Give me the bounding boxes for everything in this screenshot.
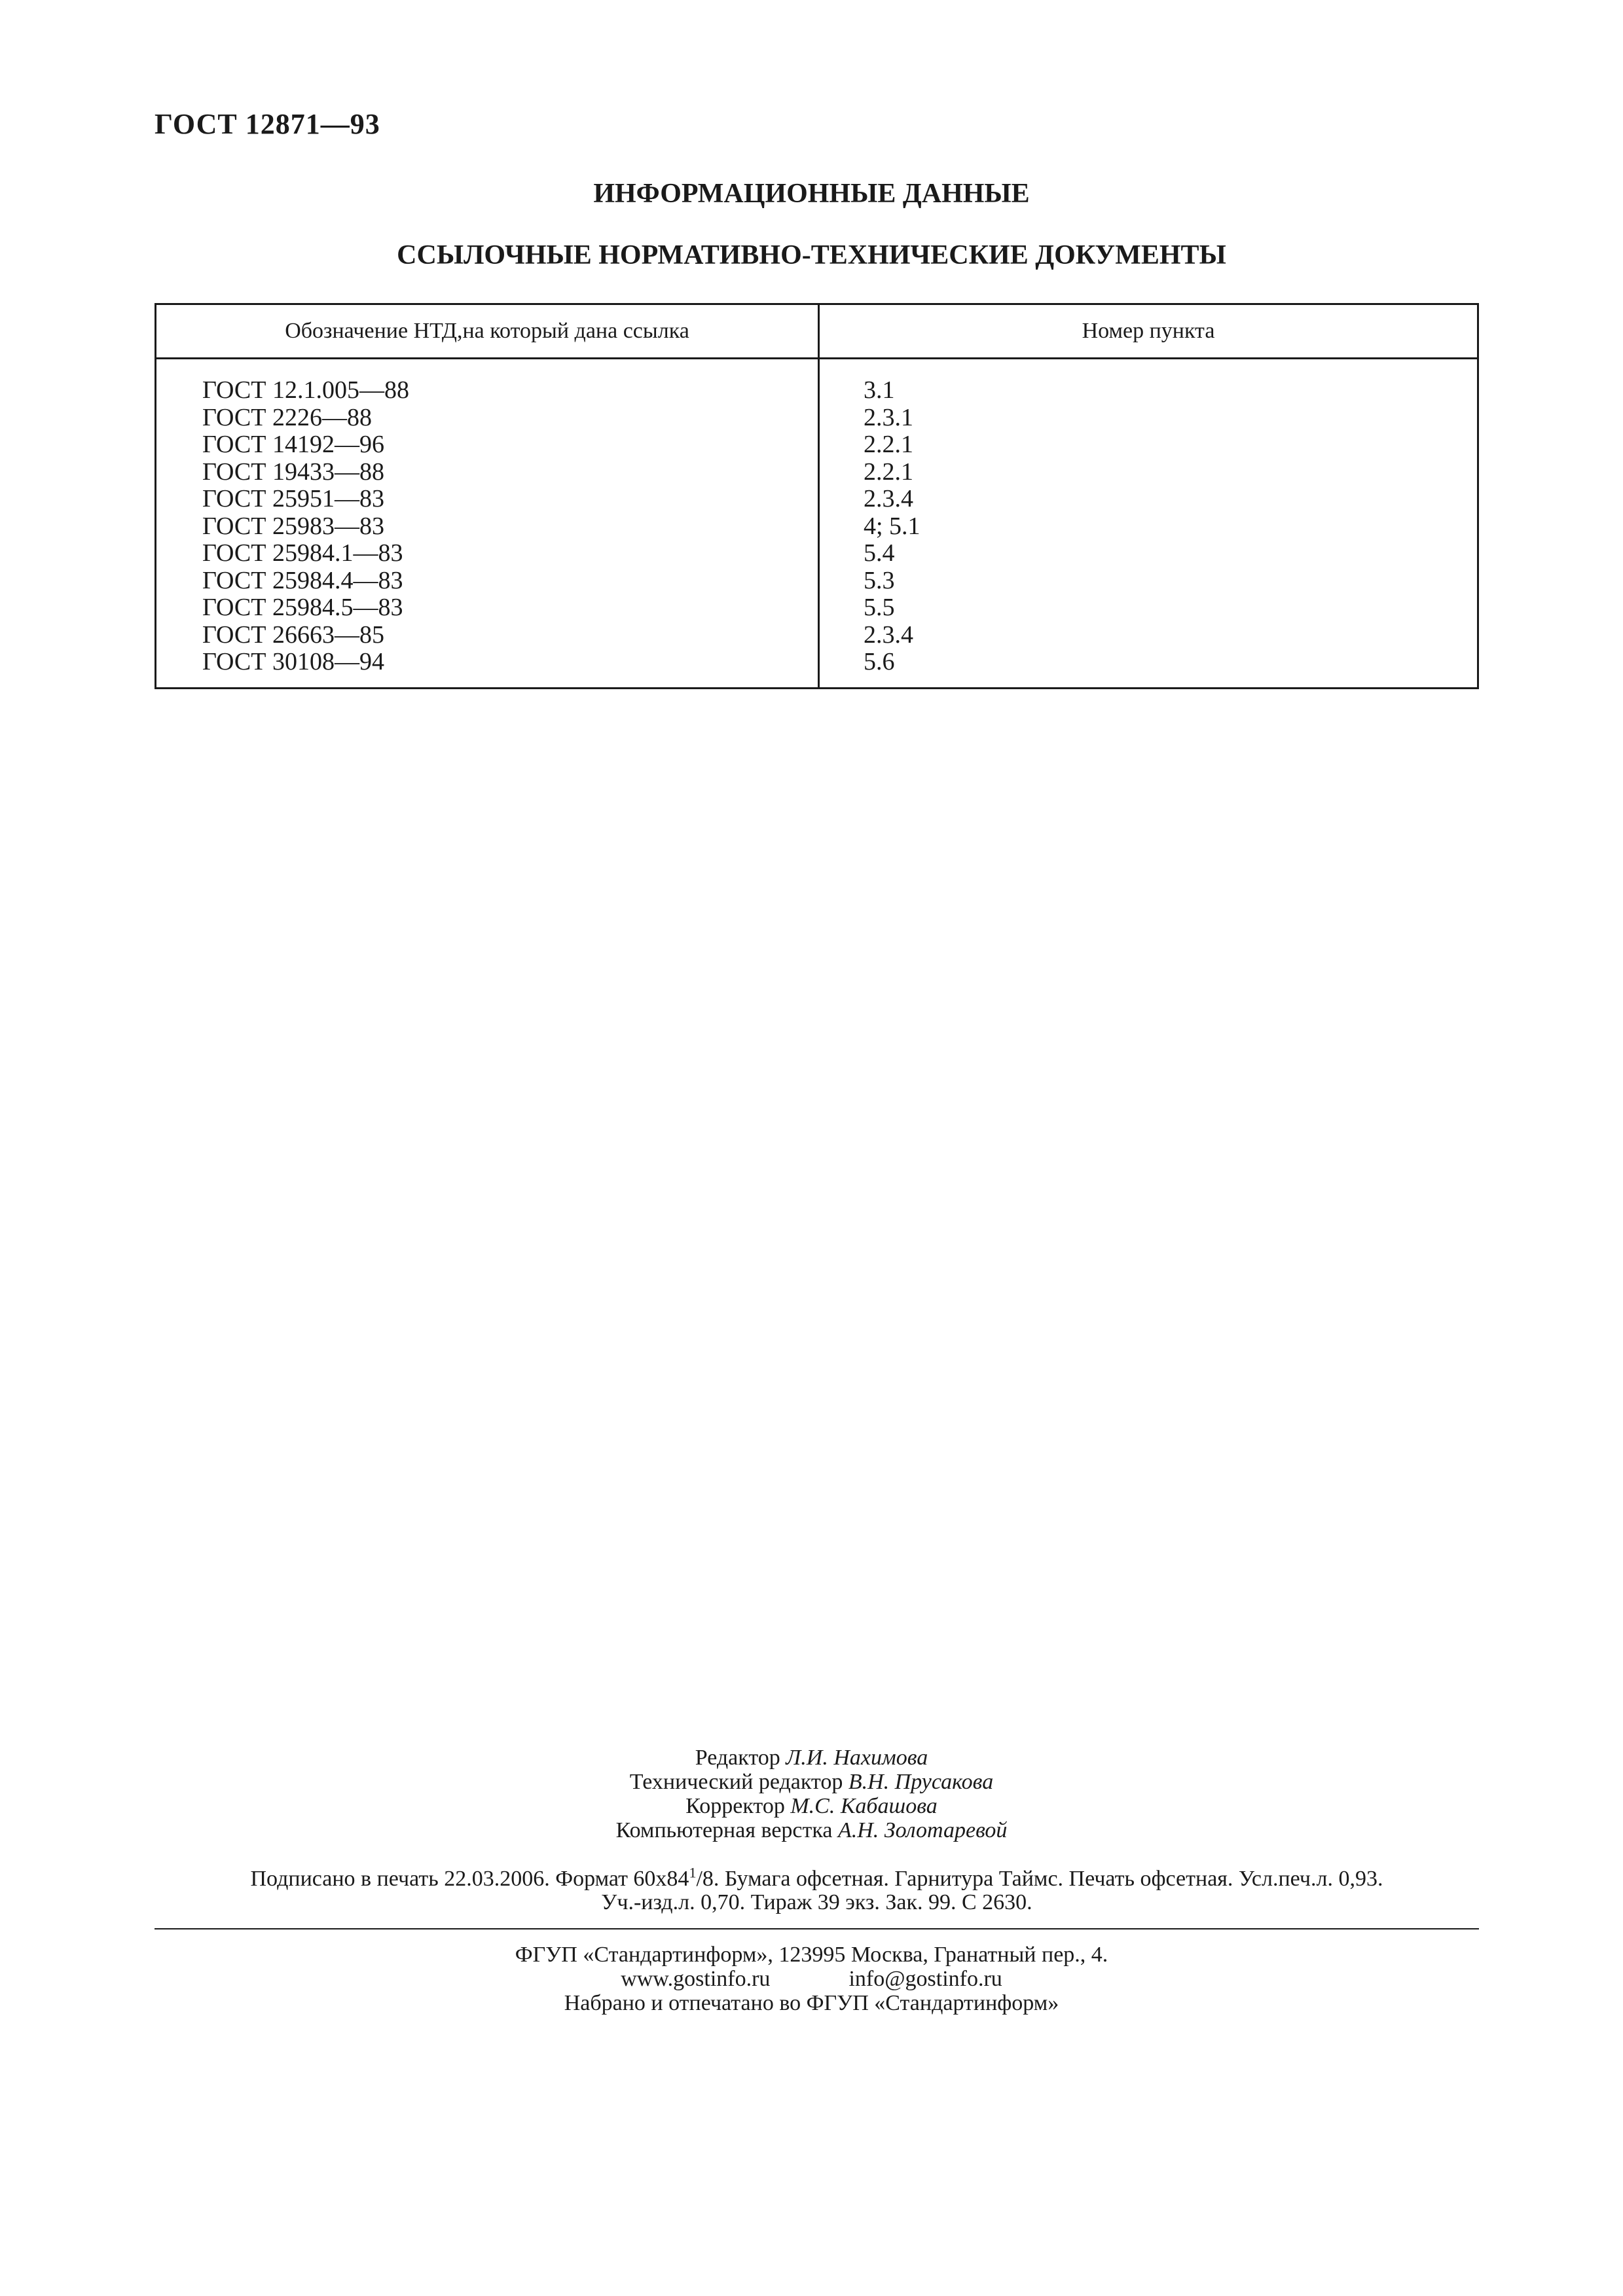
table-cell-doc: ГОСТ 2226—88: [202, 403, 372, 431]
column-divider: [818, 305, 820, 687]
table-cell-doc: ГОСТ 30108—94: [202, 648, 384, 675]
proofreader-name: М.С. Кабашова: [790, 1794, 938, 1818]
table-cell-clause: 2.2.1: [864, 431, 913, 458]
table-cell-doc: ГОСТ 14192—96: [202, 431, 384, 458]
credit-proofreader: [0, 1794, 1623, 1818]
table-cell-clause: 5.3: [864, 566, 895, 594]
table-cell-doc: ГОСТ 19433—88: [202, 457, 384, 486]
table-cell-clause: 4; 5.1: [864, 512, 921, 540]
publisher-contacts: [0, 1967, 1623, 1991]
credit-tech-editor: [0, 1770, 1623, 1794]
table-cell-clause: 5.4: [864, 539, 895, 567]
table-cell-doc: ГОСТ 26663—85: [202, 620, 384, 649]
table-cell-clause: 2.3.1: [864, 403, 913, 431]
table-cell-clause: 5.5: [864, 594, 895, 621]
layout-role: Компьютерная верстка: [615, 1818, 833, 1842]
info-section-title: ИНФОРМАЦИОННЫЕ ДАННЫЕ: [593, 179, 1030, 209]
table-cell-doc: ГОСТ 12.1.005—88: [202, 376, 409, 404]
publisher-block: [0, 1943, 1623, 2015]
print-info-line-2: Уч.-изд.л. 0,70. Тираж 39 экз. Зак. 99. С 2630.: [601, 1890, 1032, 1914]
document-list: [202, 377, 409, 676]
document-code: ГОСТ 12871—93: [155, 108, 380, 140]
table-cell-clause: 5.6: [864, 648, 895, 675]
references-section-title: ССЫЛОЧНЫЕ НОРМАТИВНО-ТЕХНИЧЕСКИЕ ДОКУМЕНТЫ: [397, 240, 1226, 270]
format-superscript: 1: [689, 1864, 697, 1881]
proofreader-role: Корректор: [685, 1794, 785, 1818]
table-cell-clause: 3.1: [864, 376, 895, 404]
table-cell-doc: ГОСТ 25984.4—83: [202, 566, 403, 594]
editor-role: Редактор: [695, 1746, 780, 1770]
table-cell-clause: 2.3.4: [864, 485, 913, 512]
table-cell-doc: ГОСТ 25983—83: [202, 512, 384, 540]
layout-name: А.Н. Золотаревой: [837, 1818, 1008, 1842]
credits-block: [0, 1746, 1623, 1842]
table-cell-doc: ГОСТ 25951—83: [202, 485, 384, 512]
clause-list: [864, 377, 921, 676]
credit-editor: [0, 1746, 1623, 1770]
references-table: [155, 303, 1479, 689]
table-cell-clause: 2.3.4: [864, 620, 913, 649]
tech-editor-role: Технический редактор: [629, 1770, 843, 1794]
publisher-address: ФГУП «Стандартинформ», 123995 Москва, Гранатный пер., 4.: [515, 1943, 1108, 1967]
editor-name: Л.И. Нахимова: [786, 1746, 928, 1770]
table-cell-doc: ГОСТ 25984.1—83: [202, 539, 403, 567]
column-header-document: Обозначение НТД,на который дана ссылка: [285, 319, 689, 343]
header-divider: [156, 357, 1477, 359]
table-cell-clause: 2.2.1: [864, 457, 913, 486]
credit-layout: [0, 1818, 1623, 1842]
print-info-line-1-a: Подписано в печать 22.03.2006. Формат 60х84: [250, 1867, 689, 1891]
print-info-line-1: [155, 1864, 1479, 1891]
print-info: [155, 1864, 1479, 1914]
publisher-website[interactable]: www.gostinfo.ru: [621, 1967, 771, 1991]
footer-divider: [155, 1928, 1479, 1929]
print-info-line-1-b: /8. Бумага офсетная. Гарнитура Таймс. Печать офсетная. Усл.печ.л. 0,93.: [696, 1867, 1383, 1891]
column-header-clause: Номер пункта: [1082, 319, 1215, 343]
publisher-email[interactable]: info@gostinfo.ru: [848, 1967, 1002, 1991]
table-cell-doc: ГОСТ 25984.5—83: [202, 594, 403, 621]
tech-editor-name: В.Н. Прусакова: [848, 1770, 994, 1794]
publisher-print-note: Набрано и отпечатано во ФГУП «Стандартинформ»: [564, 1991, 1059, 2015]
